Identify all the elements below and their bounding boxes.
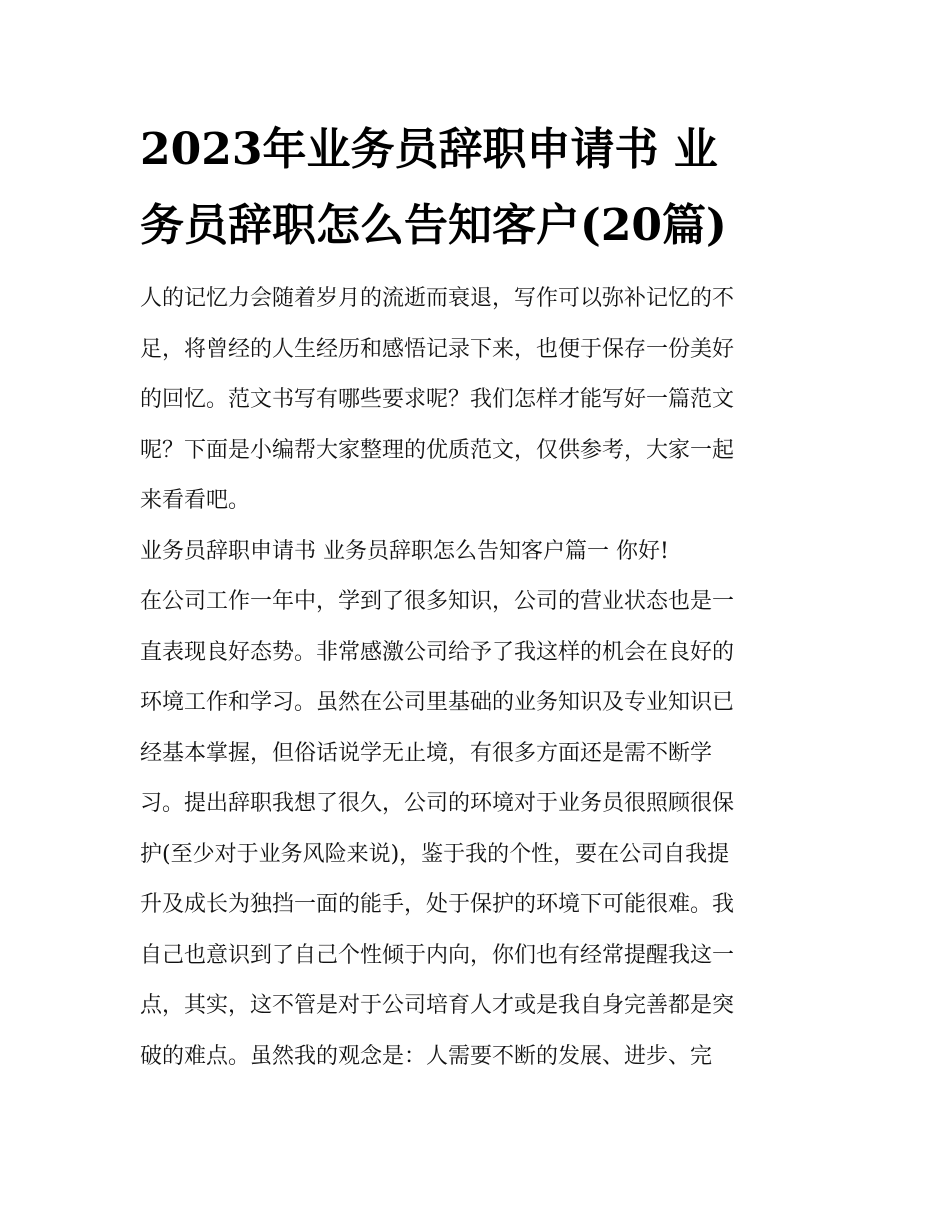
- body-line: 直表现良好态势。非常感激公司给予了我这样的机会在良好的: [140, 639, 735, 665]
- section-heading-line: 业务员辞职申请书 业务员辞职怎么告知客户篇一 你好!: [140, 538, 669, 564]
- title-line-1: 2023年业务员辞职申请书 业: [140, 124, 718, 175]
- document-title: [140, 112, 812, 264]
- body-line: 足，将曾经的人生经历和感悟记录下来，也便于保存一份美好: [140, 336, 735, 362]
- body-line: 破的难点。虽然我的观念是：人需要不断的发展、进步、完: [140, 1043, 713, 1069]
- body-line: 环境工作和学习。虽然在公司里基础的业务知识及专业知识已: [140, 690, 735, 715]
- body-line: 人的记忆力会随着岁月的流逝而衰退，写作可以弥补记忆的不: [140, 286, 735, 311]
- body-line: 点，其实，这不管是对于公司培育人才或是我自身完善都是突: [140, 993, 735, 1018]
- body-line: 呢？下面是小编帮大家整理的优质范文，仅供参考，大家一起: [140, 437, 735, 463]
- body-line: 自己也意识到了自己个性倾于内向，你们也有经常提醒我这一: [140, 942, 735, 968]
- title-line-2: 务员辞职怎么告知客户(20篇): [140, 200, 727, 251]
- body-line: 经基本掌握，但俗话说学无止境，有很多方面还是需不断学: [140, 740, 713, 766]
- body-line: 护(至少对于业务风险来说)，鉴于我的个性，要在公司自我提: [140, 841, 730, 867]
- body-line: 在公司工作一年中，学到了很多知识，公司的营业状态也是一: [140, 589, 735, 614]
- body-line: 升及成长为独挡一面的能手，处于保护的环境下可能很难。我: [140, 892, 735, 917]
- document-body: [140, 274, 812, 1082]
- body-line: 习。提出辞职我想了很久，公司的环境对于业务员很照顾很保: [140, 791, 735, 816]
- body-line: 的回忆。范文书写有哪些要求呢？我们怎样才能写好一篇范文: [140, 387, 735, 412]
- document-page: [140, 112, 812, 1082]
- body-line: 来看看吧。: [140, 488, 251, 513]
